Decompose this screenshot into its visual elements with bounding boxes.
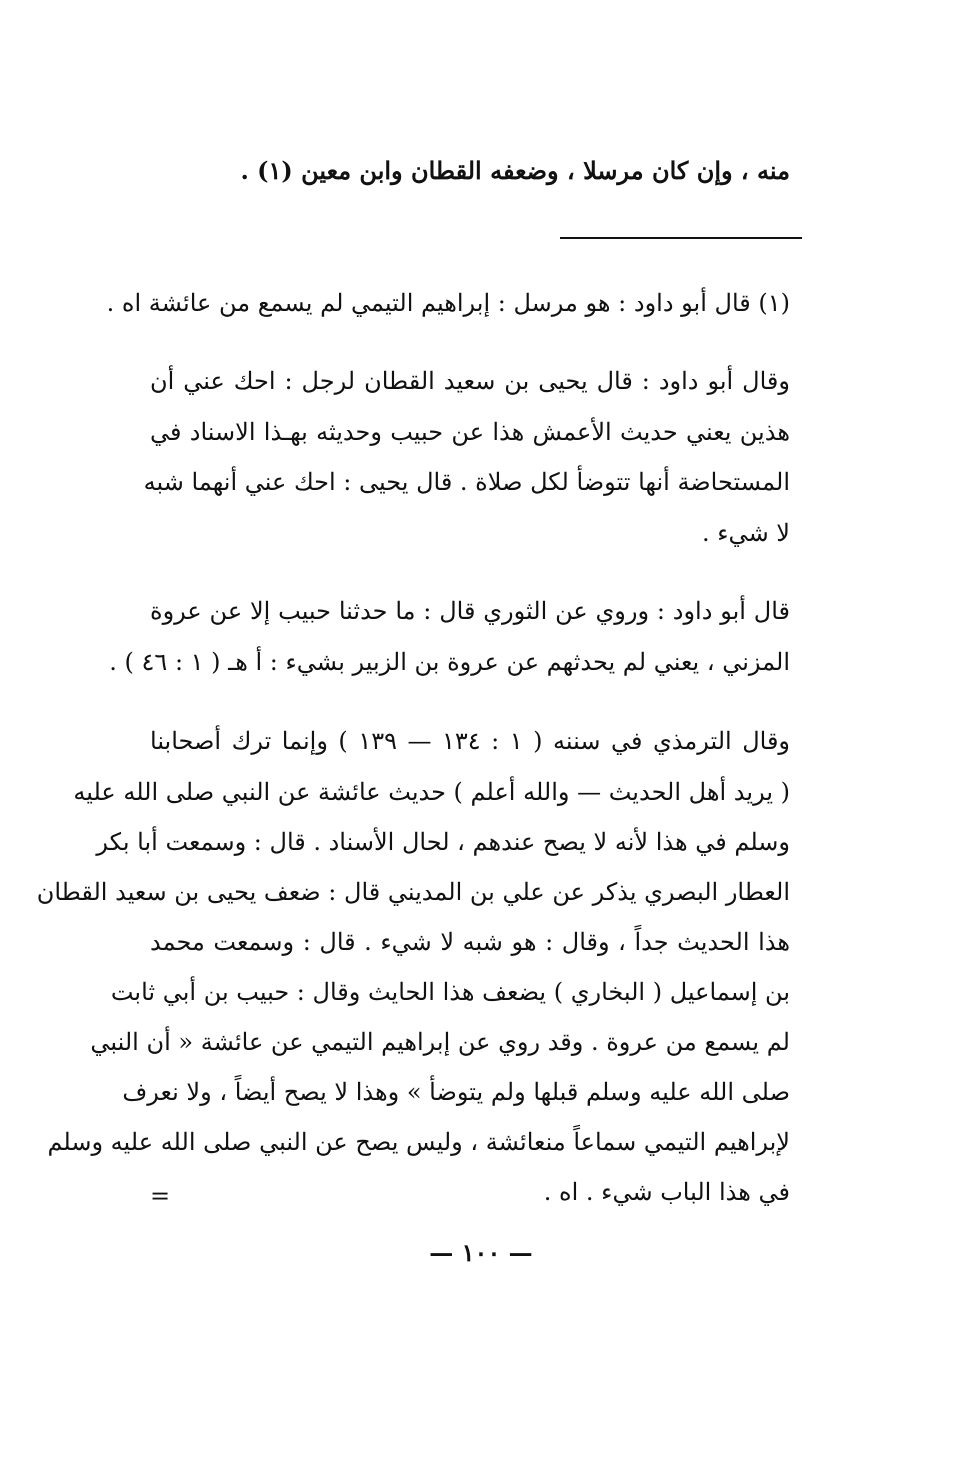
- footnote-line: وقال الترمذي في سننه ( ١ : ١٣٤ — ١٣٩ ) وإنما ترك أصحابنا: [150, 727, 791, 755]
- footnote-line: بن إسماعيل ( البخاري ) يضعف هذا الحايث وقال : حبيب بن أبي ثابت: [110, 978, 790, 1006]
- footnote-line: العطار البصري يذكر عن علي بن المديني قال : ضعف يحيى بن سعيد القطان: [36, 878, 790, 906]
- footnote-line: (١) قال أبو داود : هو مرسل : إبراهيم التيمي لم يسمع من عائشة اه .: [106, 289, 790, 317]
- footnote-line: هذا الحديث جداً ، وقال : هو شبه لا شيء . قال : وسمعت محمد: [150, 928, 790, 956]
- footnote-line: وقال أبو داود : قال يحيى بن سعيد القطان لرجل : احك عني أن: [150, 367, 790, 395]
- page-number: — ١٠٠ —: [429, 1238, 533, 1267]
- end-mark: =: [150, 1182, 171, 1210]
- footnote-line: المزني ، يعني لم يحدثهم عن عروة بن الزبير بشيء : أ هـ ( ١ : ٤٦ ) .: [109, 648, 790, 676]
- footnote-line: صلى الله عليه وسلم قبلها ولم يتوضأ » وهذا لا يصح أيضاً ، ولا نعرف: [122, 1078, 790, 1106]
- footnote-line: لا شيء .: [702, 519, 790, 547]
- footnote-line: في هذا الباب شيء . اه .: [543, 1178, 790, 1206]
- footnote-line: لم يسمع من عروة . وقد روي عن إبراهيم التيمي عن عائشة « أن النبي: [90, 1028, 790, 1056]
- footnote-line: قال أبو داود : وروي عن الثوري قال : ما حدثنا حبيب إلا عن عروة: [150, 597, 790, 625]
- footnote-line: لإبراهيم التيمي سماعاً منعائشة ، وليس يصح عن النبي صلى الله عليه وسلم: [47, 1128, 790, 1156]
- footnote-line: وسلم في هذا لأنه لا يصح عندهم ، لحال الأسناد . قال : وسمعت أبا بكر: [96, 828, 790, 856]
- footnote-separator: [560, 237, 802, 239]
- main-text-line: منه ، وإن كان مرسلا ، وضعفه القطان وابن معين (١) .: [240, 156, 790, 185]
- footnote-line: ( يريد أهل الحديث — والله أعلم ) حديث عائشة عن النبي صلى الله عليه: [73, 778, 790, 806]
- footnote-line: هذين يعني حديث الأعمش هذا عن حبيب وحديثه بهـذا الاسناد في: [150, 418, 790, 446]
- footnote-line: المستحاضة أنها تتوضأ لكل صلاة . قال يحيى : احك عني أنهما شبه: [143, 468, 790, 496]
